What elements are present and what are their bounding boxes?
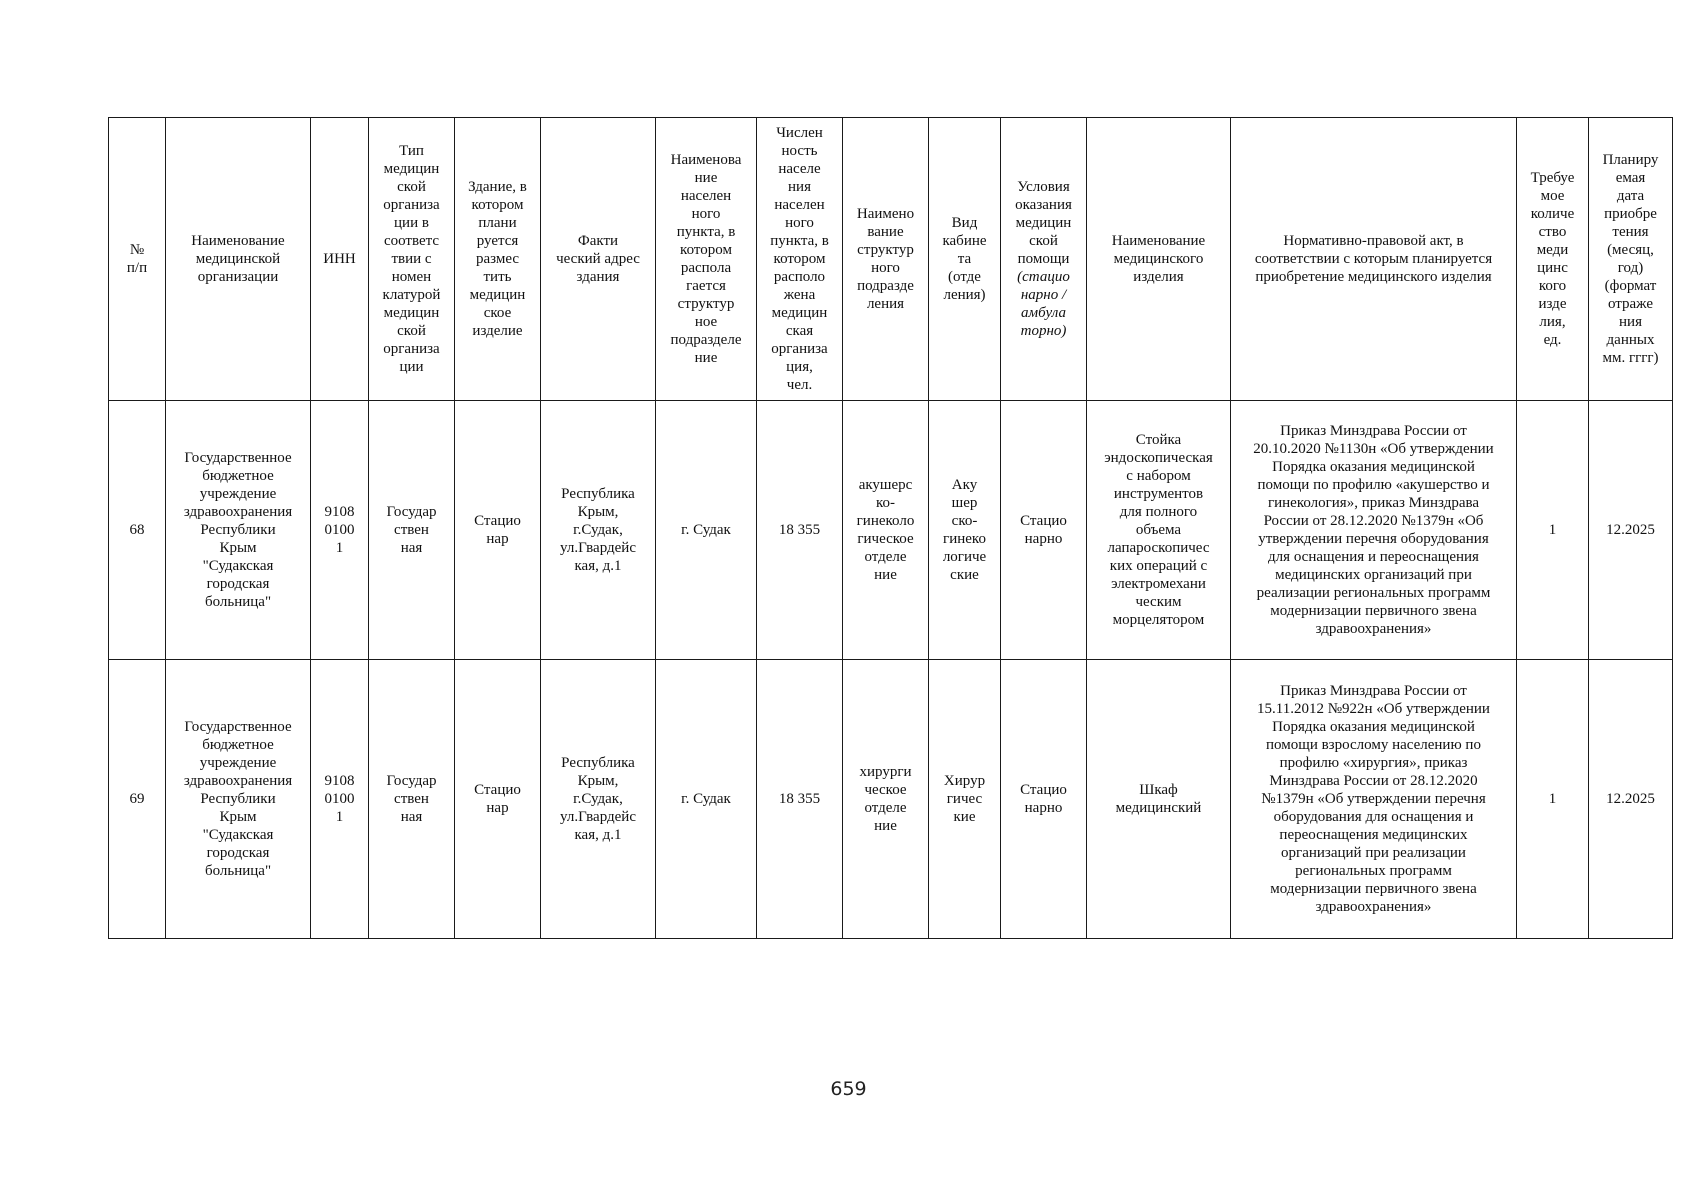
text-line: (стацио xyxy=(1017,269,1070,285)
text-line: логиче xyxy=(942,549,987,565)
text-line: шер xyxy=(951,495,978,511)
text-line: лия, xyxy=(1539,314,1566,330)
cell-care-conditions xyxy=(1001,660,1087,939)
text-line: Государ xyxy=(386,504,437,520)
text-line: 15.11.2012 №922н «Об утверждении xyxy=(1257,701,1490,717)
header-actual-address xyxy=(541,118,656,401)
text-line: гинеколо xyxy=(856,513,915,529)
text-line: Наименование xyxy=(191,233,285,249)
text-line: городская xyxy=(206,845,270,861)
text-line: медицинской xyxy=(195,251,281,267)
text-line: Государственное xyxy=(184,450,292,466)
cell-organization-name xyxy=(166,401,311,660)
text-line: ческое xyxy=(864,782,907,798)
text-line: ско- xyxy=(951,513,978,529)
text-line: нарно / xyxy=(1020,287,1067,303)
text-line: г.Судак, xyxy=(573,791,623,807)
text-line: ческим xyxy=(1135,594,1182,610)
text-line: утверждении перечня оборудования xyxy=(1258,531,1489,547)
text-line: емая xyxy=(1615,170,1646,186)
text-line: ко- xyxy=(875,495,896,511)
text-line: Государственное xyxy=(184,719,292,735)
text-line: Стацио xyxy=(1020,513,1067,529)
text-line: кабине xyxy=(942,233,987,249)
text-line: ствен xyxy=(394,791,429,807)
text-line: Стацио xyxy=(474,513,521,529)
equipment-table xyxy=(108,117,1673,939)
header-care-conditions xyxy=(1001,118,1087,401)
cell-planned-date: 12.2025 xyxy=(1589,401,1673,660)
text-line: региональных программ xyxy=(1295,863,1452,879)
text-line: подразде xyxy=(857,278,914,294)
text-line: для полного xyxy=(1119,504,1198,520)
text-line: модернизации первичного звена xyxy=(1270,881,1477,897)
text-line: Условия xyxy=(1017,179,1070,195)
text-line: Тип xyxy=(399,143,424,159)
cell-planned-date: 12.2025 xyxy=(1589,660,1673,939)
text-line: учреждение xyxy=(199,755,277,771)
text-line: гическое xyxy=(857,531,914,547)
cell-organization-type xyxy=(369,660,455,939)
text-line: ское xyxy=(483,305,512,321)
text-line: эндоскопическая xyxy=(1104,450,1213,466)
header-device-name xyxy=(1087,118,1231,401)
text-line: Наимено xyxy=(856,206,915,222)
text-line: здания xyxy=(576,269,620,285)
text-line: 9108 xyxy=(324,773,355,789)
text-line: кие xyxy=(953,809,976,825)
text-line: (месяц, xyxy=(1607,242,1654,258)
text-line: твии с xyxy=(391,251,432,267)
text-line: реализации региональных программ xyxy=(1256,585,1491,601)
text-line: подразделе xyxy=(670,332,742,348)
cell-actual-address xyxy=(541,401,656,660)
text-line: ния xyxy=(788,179,811,195)
text-line: больница" xyxy=(204,594,272,610)
text-line: Минздрава России от 28.12.2020 xyxy=(1269,773,1478,789)
text-line: отделе xyxy=(864,549,907,565)
text-line: Крым, xyxy=(577,773,619,789)
text-line: Государ xyxy=(386,773,437,789)
cell-quantity: 1 xyxy=(1517,401,1589,660)
text-line: Факти xyxy=(577,233,619,249)
text-line: ние xyxy=(874,818,897,834)
text-line: котором xyxy=(773,251,826,267)
text-line: ской xyxy=(1029,233,1058,249)
text-line: медицинский xyxy=(1115,800,1202,816)
text-line: ул.Гвардейс xyxy=(560,809,636,825)
text-line: хирурги xyxy=(859,764,912,780)
text-line: соответствии с которым планируется xyxy=(1254,251,1493,267)
text-line: Крым xyxy=(219,540,257,556)
text-line: Планиру xyxy=(1602,152,1659,168)
header-quantity xyxy=(1517,118,1589,401)
text-line: ния xyxy=(1619,314,1642,330)
header-building xyxy=(455,118,541,401)
text-line: гинекология», приказ Минздрава xyxy=(1267,495,1480,511)
text-line: "Судакская xyxy=(202,558,274,574)
text-line: переоснащения медицинских xyxy=(1279,827,1468,843)
text-line: изде xyxy=(1538,296,1567,312)
text-line: изделие xyxy=(472,323,523,339)
text-line: гинеко xyxy=(943,531,986,547)
text-line: медицин xyxy=(469,287,526,303)
cell-device-name xyxy=(1087,660,1231,939)
text-line: кого xyxy=(1538,278,1567,294)
text-line: котором xyxy=(680,242,732,258)
text-line: организаций при реализации xyxy=(1281,845,1466,861)
header-cabinet-type xyxy=(929,118,1001,401)
text-line: Аку xyxy=(951,477,978,493)
text-line: 1 xyxy=(335,809,344,825)
text-line: Вид xyxy=(951,215,978,231)
table-header-row xyxy=(109,118,1673,401)
text-line: структур xyxy=(857,242,914,258)
text-line: ное xyxy=(694,314,718,330)
text-line: изделия xyxy=(1133,269,1184,285)
text-line: инструментов xyxy=(1113,486,1204,502)
text-line: учреждение xyxy=(199,486,277,502)
text-line: приобретение медицинского изделия xyxy=(1255,269,1492,285)
text-line: ления xyxy=(866,296,905,312)
text-line: медицин xyxy=(1015,215,1072,231)
text-line: 1 xyxy=(335,540,344,556)
text-line: ские xyxy=(950,567,979,583)
text-line: Крым xyxy=(219,809,257,825)
text-line: размес xyxy=(475,251,520,267)
cell-locality: г. Судак xyxy=(656,660,757,939)
header-inn xyxy=(311,118,369,401)
text-line: ного xyxy=(871,260,900,276)
text-line: нарно xyxy=(1024,800,1063,816)
text-line: мм. гггг) xyxy=(1602,350,1659,366)
text-line: вание xyxy=(867,224,904,240)
text-line: год) xyxy=(1617,260,1644,276)
text-line: России от 28.12.2020 №1379н «Об xyxy=(1263,513,1484,529)
text-line: профилю «хирургия», приказ xyxy=(1279,755,1468,771)
cell-building xyxy=(455,401,541,660)
text-line: 0100 xyxy=(324,522,355,538)
text-line: оказания xyxy=(1015,197,1072,213)
text-line: Республика xyxy=(561,755,635,771)
cell-actual-address xyxy=(541,660,656,939)
text-line: Стацио xyxy=(474,782,521,798)
text-line: Республики xyxy=(200,791,276,807)
text-line: гается xyxy=(686,278,726,294)
text-line: тить xyxy=(483,269,512,285)
text-line: пункта, в xyxy=(770,233,829,249)
text-line: Стойка xyxy=(1135,432,1182,448)
text-line: ции в xyxy=(394,215,429,231)
text-line: распола xyxy=(680,260,732,276)
header-structural-unit xyxy=(843,118,929,401)
text-line: Стацио xyxy=(1020,782,1067,798)
text-line: 0100 xyxy=(324,791,355,807)
text-line: ской xyxy=(397,179,426,195)
text-line: Наименова xyxy=(670,152,742,168)
text-line: № xyxy=(129,242,145,258)
text-line: ул.Гвардейс xyxy=(560,540,636,556)
cell-structural-unit xyxy=(843,401,929,660)
text-line: помощи взрослому населению по xyxy=(1266,737,1481,753)
text-line: плани xyxy=(478,215,517,231)
text-line: меди xyxy=(1536,242,1569,258)
text-line: морцелятором xyxy=(1112,612,1205,628)
text-line: Шкаф xyxy=(1139,782,1178,798)
text-line: структур xyxy=(677,296,735,312)
text-line: нарно xyxy=(1024,531,1063,547)
page-number: 659 xyxy=(830,1078,867,1100)
text-line: лапароскопичес xyxy=(1107,540,1210,556)
text-line: Наименование xyxy=(1111,233,1206,249)
text-line: организа xyxy=(383,341,440,357)
text-line: ствен xyxy=(394,522,429,538)
text-line: ность xyxy=(781,143,818,159)
text-line: населе xyxy=(778,161,821,177)
cell-organization-type xyxy=(369,401,455,660)
header-locality xyxy=(656,118,757,401)
text-line: с набором xyxy=(1126,468,1191,484)
text-line: ство xyxy=(1538,224,1567,240)
text-line: Порядка оказания медицинской xyxy=(1272,459,1475,475)
text-line: 20.10.2020 №1130н «Об утверждении xyxy=(1253,441,1494,457)
text-line: ких операций с xyxy=(1109,558,1208,574)
text-line: кая, д.1 xyxy=(574,827,622,843)
text-line: (отде xyxy=(948,269,981,285)
text-line: Крым, xyxy=(577,504,619,520)
text-line: чел. xyxy=(786,377,813,393)
cell-population: 18 355 xyxy=(757,401,843,660)
cell-building xyxy=(455,660,541,939)
text-line: бюджетное xyxy=(202,468,274,484)
text-line: ного xyxy=(691,206,721,222)
text-line: отраже xyxy=(1607,296,1654,312)
header-population xyxy=(757,118,843,401)
text-line: данных xyxy=(1606,332,1655,348)
text-line: ской xyxy=(397,323,426,339)
cell-care-conditions xyxy=(1001,401,1087,660)
header-legal-act xyxy=(1231,118,1517,401)
text-line: помощи по профилю «акушерство и xyxy=(1257,477,1490,493)
text-line: медицинского xyxy=(1113,251,1204,267)
text-line: пункта, в xyxy=(676,224,736,240)
text-line: ции xyxy=(399,359,424,375)
text-line: Приказ Минздрава России от xyxy=(1280,683,1467,699)
text-line: Хирур xyxy=(943,773,986,789)
text-line: населен xyxy=(774,197,825,213)
text-line: руется xyxy=(476,233,519,249)
text-line: модернизации первичного звена xyxy=(1270,603,1477,619)
text-line: 9108 xyxy=(324,504,355,520)
text-line: населен xyxy=(680,188,732,204)
text-line: цинс xyxy=(1537,260,1568,276)
cell-device-name xyxy=(1087,401,1231,660)
text-line: медицин xyxy=(383,161,440,177)
header-organization-type xyxy=(369,118,455,401)
cell-structural-unit xyxy=(843,660,929,939)
text-line: ного xyxy=(785,215,814,231)
text-line: та xyxy=(957,251,972,267)
text-line: медицин xyxy=(771,305,828,321)
cell-quantity: 1 xyxy=(1517,660,1589,939)
text-line: г.Судак, xyxy=(573,522,623,538)
cell-cabinet-type xyxy=(929,401,1001,660)
cell-inn xyxy=(311,660,369,939)
table-row xyxy=(109,660,1673,939)
text-line: помощи xyxy=(1017,251,1070,267)
header-organization-name xyxy=(166,118,311,401)
text-line: ная xyxy=(400,540,423,556)
cell-cabinet-type xyxy=(929,660,1001,939)
text-line: кая, д.1 xyxy=(574,558,622,574)
cell-number: 68 xyxy=(109,401,166,660)
cell-locality: г. Судак xyxy=(656,401,757,660)
text-line: медицин xyxy=(383,305,440,321)
text-line: для оснащения и переоснащения xyxy=(1268,549,1479,565)
text-line: (формат xyxy=(1604,278,1657,294)
text-line: ления) xyxy=(943,287,986,303)
text-line: соответс xyxy=(383,233,440,249)
cell-population: 18 355 xyxy=(757,660,843,939)
text-line: №1379н «Об утверждении перечня xyxy=(1261,791,1486,807)
cell-number: 69 xyxy=(109,660,166,939)
text-line: располо xyxy=(773,269,826,285)
table-row xyxy=(109,401,1673,660)
text-line: п/п xyxy=(126,260,148,276)
text-line: гичес xyxy=(946,791,983,807)
text-line: городская xyxy=(206,576,270,592)
text-line: Здание, в xyxy=(468,179,527,195)
text-line: приобре xyxy=(1604,206,1657,222)
text-line: Республики xyxy=(200,522,276,538)
text-line: оборудования для оснащения и xyxy=(1273,809,1474,825)
text-line: мое xyxy=(1540,188,1565,204)
text-line: медицинских организаций при xyxy=(1275,567,1472,583)
text-line: здравоохранения xyxy=(183,773,293,789)
text-line: нар xyxy=(486,531,509,547)
text-line: Числен xyxy=(776,125,823,141)
text-line: ние xyxy=(874,567,897,583)
text-line: клатурой xyxy=(382,287,441,303)
text-line: электромехани xyxy=(1111,576,1206,592)
text-line: котором xyxy=(471,197,524,213)
text-line: акушерс xyxy=(858,477,913,493)
text-line: ция, xyxy=(786,359,813,375)
text-line: отделе xyxy=(864,800,907,816)
text-line: Нормативно-правовой акт, в xyxy=(1283,233,1464,249)
header-number xyxy=(109,118,166,401)
text-line: больница" xyxy=(204,863,272,879)
text-line: жена xyxy=(783,287,816,303)
text-line: бюджетное xyxy=(202,737,274,753)
text-line: организа xyxy=(383,197,440,213)
text-line: организации xyxy=(197,269,279,285)
text-line: нар xyxy=(486,800,509,816)
text-line: здравоохранения» xyxy=(1315,621,1432,637)
text-line: Приказ Минздрава России от xyxy=(1280,423,1467,439)
text-line: ская xyxy=(785,323,814,339)
header-planned-date xyxy=(1589,118,1673,401)
text-line: торно) xyxy=(1020,323,1067,339)
text-line: ние xyxy=(694,170,718,186)
cell-organization-name xyxy=(166,660,311,939)
text-line: дата xyxy=(1616,188,1645,204)
text-line: здравоохранения» xyxy=(1315,899,1432,915)
text-line: Требуе xyxy=(1530,170,1575,186)
text-line: тения xyxy=(1612,224,1649,240)
cell-legal-act xyxy=(1231,660,1517,939)
text-line: ческий адрес xyxy=(556,251,640,267)
text-line: ед. xyxy=(1543,332,1562,348)
cell-legal-act xyxy=(1231,401,1517,660)
text-line: объема xyxy=(1135,522,1182,538)
text-line: "Судакская xyxy=(202,827,274,843)
text-line: организа xyxy=(771,341,828,357)
text-line: ная xyxy=(400,809,423,825)
cell-inn xyxy=(311,401,369,660)
text-line: номен xyxy=(391,269,432,285)
text-line: количе xyxy=(1530,206,1575,222)
text-line: Порядка оказания медицинской xyxy=(1272,719,1475,735)
text-line: ИНН xyxy=(323,251,356,267)
text-line: ние xyxy=(694,350,718,366)
text-line: амбула xyxy=(1021,305,1066,321)
text-line: здравоохранения xyxy=(183,504,293,520)
text-line: Республика xyxy=(561,486,635,502)
